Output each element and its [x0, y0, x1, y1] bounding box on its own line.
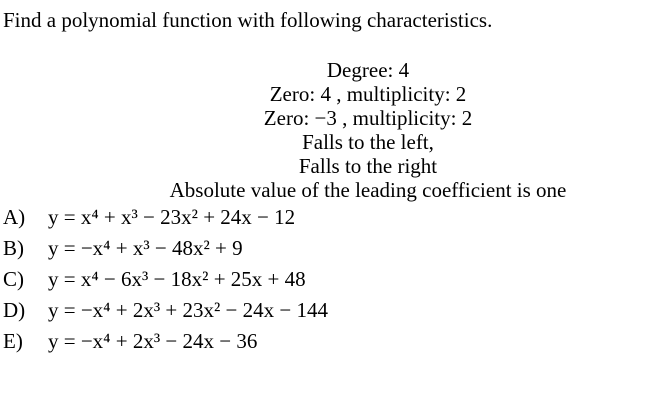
choice-equation: y = −x⁴ + 2x³ + 23x² − 24x − 144 — [48, 298, 328, 322]
answer-choice-d[interactable] — [3, 295, 643, 326]
choice-letter: D) — [3, 298, 26, 322]
choice-letter: B) — [3, 236, 24, 260]
choice-equation: y = −x⁴ + x³ − 48x² + 9 — [48, 236, 243, 260]
choice-equation: y = x⁴ − 6x³ − 18x² + 25x + 48 — [48, 267, 306, 291]
choice-equation: y = −x⁴ + 2x³ − 24x − 36 — [48, 329, 258, 353]
choice-letter: E) — [3, 329, 23, 353]
question-prompt: Find a polynomial function with following characteristics. — [3, 8, 493, 32]
answer-choice-a[interactable] — [3, 202, 643, 233]
answer-choice-c[interactable] — [3, 264, 643, 295]
criteria-list — [0, 58, 650, 202]
criterion-zero-neg3: Zero: −3 , multiplicity: 2 — [263, 106, 473, 130]
answer-choices — [3, 202, 643, 357]
criterion-falls-right: Falls to the right — [298, 154, 438, 178]
choice-equation: y = x⁴ + x³ − 23x² + 24x − 12 — [48, 205, 296, 229]
criterion-zero-4: Zero: 4 , multiplicity: 2 — [269, 82, 467, 106]
answer-choice-b[interactable] — [3, 233, 643, 264]
answer-choice-e[interactable] — [3, 326, 643, 357]
choice-letter: C) — [3, 267, 24, 291]
criterion-leading-coefficient: Absolute value of the leading coefficient is one — [169, 178, 567, 202]
choice-letter: A) — [3, 205, 26, 229]
criterion-falls-left: Falls to the left, — [302, 130, 434, 154]
criterion-degree: Degree: 4 — [326, 58, 410, 82]
